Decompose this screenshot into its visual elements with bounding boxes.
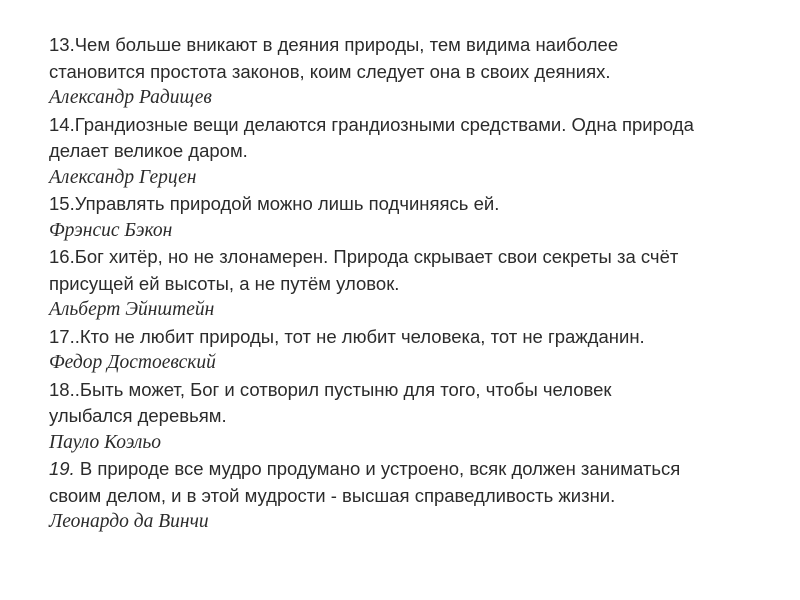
quote-number: 13.	[49, 34, 75, 55]
quote-author: Федор Достоевский	[49, 352, 216, 373]
quote-14	[49, 112, 779, 192]
quote-author: Альберт Эйнштейн	[49, 299, 215, 320]
quote-number: 15.	[49, 193, 75, 214]
quotes-page	[49, 32, 779, 536]
quote-13	[49, 32, 779, 112]
quote-author: Леонардо да Винчи	[49, 511, 209, 532]
quote-number: 16.	[49, 246, 75, 267]
quote-text-line: улыбался деревьям.	[49, 405, 227, 426]
quote-text: Управлять природой можно лишь подчиняясь ей.	[74, 193, 500, 214]
quote-18	[49, 377, 779, 457]
quote-text-line	[49, 32, 779, 59]
quote-15	[49, 191, 779, 244]
quote-text: Кто не любит природы, тот не любит человека, тот не гражданин.	[79, 325, 645, 347]
quote-text-line	[49, 324, 779, 351]
quote-author: Александр Герцен	[49, 166, 197, 188]
quote-text: Бог хитёр, но не злонамерен. Природа скрывает свои секреты за счёт	[74, 246, 679, 267]
quote-text-line	[49, 377, 779, 404]
quote-number: 14.	[49, 113, 75, 135]
quote-text-line	[49, 244, 779, 271]
quote-16	[49, 244, 779, 324]
quote-text: Грандиозные вещи делаются грандиозными средствами. Одна природа	[74, 113, 694, 135]
quote-text-line	[49, 456, 779, 483]
quote-17	[49, 324, 779, 377]
quote-text-line: делает великое даром.	[49, 140, 248, 161]
quote-text-line	[49, 191, 779, 218]
quote-text: В природе все мудро продумано и устроено, всяк должен заниматься	[74, 458, 681, 479]
quote-text-line: присущей ей высоты, а не путём уловок.	[49, 272, 400, 294]
quote-author: Пауло Коэльо	[49, 431, 162, 453]
quote-19	[49, 456, 779, 536]
quote-text: Быть может, Бог и сотворил пустыню для того, чтобы человек	[79, 378, 612, 400]
quote-text-line: своим делом, и в этой мудрости - высшая справедливость жизни.	[49, 484, 616, 506]
quote-number: 18..	[49, 378, 80, 400]
quote-text-line: становится простота законов, коим следует она в своих деяниях.	[49, 60, 611, 82]
quote-text-line	[49, 112, 779, 139]
quote-text: Чем больше вникают в деяния природы, тем видима наиболее	[74, 34, 619, 55]
quote-number: 17..	[49, 325, 80, 347]
quote-author: Фрэнсис Бэкон	[49, 219, 173, 241]
quote-number: 19.	[49, 458, 75, 479]
quote-author: Александр Радищев	[49, 87, 212, 108]
